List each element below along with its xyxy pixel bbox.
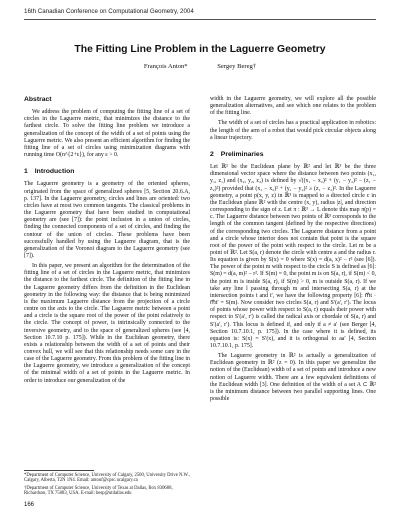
section-title: Preliminaries (220, 150, 264, 158)
author-2: Sergey Bereg† (217, 63, 257, 70)
introduction-heading (24, 168, 190, 175)
section-number: 2 (210, 150, 214, 158)
paper-title: The Fitting Line Problem in the Laguerre Geometry (74, 44, 326, 55)
abstract-heading: Abstract (24, 96, 52, 103)
footnote-rule (24, 470, 94, 471)
intro-continuation: width in the Laguerre geometry, we will explore all the possible generalization alternatives, and see which one relates to the problem of the fitting line. (210, 96, 376, 117)
intro-paragraph-3: The width of a set of circles has a practical application in robotics: the length of the arm of a robot that would pick circular objects along a linear trajectory. (210, 120, 376, 141)
preliminaries-heading (210, 151, 376, 158)
abstract-text: We address the problem of computing the fitting line of a set of circles in the Laguerre metric, that minimizes the distance to the farthest circle. To solve the fitting line problem we introduce a generalization of the concept of the width of a set of points using the Laguerre metric. We also present an efficient algorithm for finding the fitting line of a set of circles using minimization diagrams with running time O(n^{2+ε}), for any ε > 0. (24, 109, 190, 159)
preliminaries-paragraph-1: Let ℝ² be the Euclidean plane by ℝ² and let ℝ³ be the three dimensional vector space where the distance between two points (x₁, y₁, z₁) and (x₂, y₂, z₂) is defined by √((x₁ − x₂)² + (y₁ − y₂)² − (z₁ − z₂)²) provided that (x₁ − x₂)² + (y₁ − y₂)² ≥ (z₁ − z₂)². In the Laguerre geometry, a point p(x, y, z) in ℝ³ is mapped to a directed circle c in the Euclidean plane ℝ² with the centre (x, y), radius |z|, and direction corresponding to the sign of z. Let π : ℝ³ → L denote this map π(p) = c. The Laguerre distance between two points of ℝ³ corresponds to the length of the common tangent (defined by the respective directions) of the corresponding two circles. The Laguerre distance from a point and a circle whose interior does not contain that point is the square root of the power of the point with respect to the circle. Let m be a point of ℝ². Let S(a, r) denote the circle with centre a and the radius r. Its equation is given by S(x) = 0 where S(x) = d(a, x)² − r² (see [6]). The power of the point m with respect to the circle S is defined as [6]: S(m) = d(a, m)² − r². If S(m) = 0, the point m is on S(a, r), if S(m) < 0, the point m is inside S(a, r), if S(m) > 0, m is outside S(a, r). If we take any line l passing through m and intersecting S(a, r) at the intersection points t and t′, we have the following property [6]: m⃗t · m⃗t′ = S(m). Now consider two circles S(a, r) and S′(a′, r′). The locus of points whose power with respect to S(a, r) equals their power with respect to S′(a′, r′) is called the radical axis or chordale of S(a, r) and S′(a′, r′). This locus is defined if, and only if a ≠ a′ (see Berger [4, Section 10.7.10.1, p. 175]). In the case where it is defined, its equation is: S(x) = S′(x), and it is orthogonal to aa′ [4, Section 10.7.10.1, p. 175]. (210, 164, 376, 349)
preliminaries-paragraph-2: The Laguerre geometry in ℝ² is actually a generalization of Euclidean geometry in ℝ² (z = 0). In this paper we generalize the notion of the (Euclidean) width of a set of points and introduce a new notion of Laguerre width. There are a few equivalent definitions of the Euclidean width [3]. One definition of the width of a set A ⊂ ℝ² is the minimum distance between two parallel supporting lines. One possible (210, 353, 376, 403)
footnote-1: *Department of Computer Science, University of Calgary, 2500, University Drive N.W., Calgary, Alberta, T2N 1N4. Email: antonf@cpsc.ucalgary.ca (24, 472, 190, 484)
right-column (210, 96, 376, 406)
header-rule (24, 19, 376, 20)
section-title: Introduction (34, 168, 75, 176)
left-column (24, 96, 190, 388)
footnotes (24, 470, 190, 499)
intro-paragraph-1: The Laguerre geometry is a geometry of the oriented spheres, originated from the space of generalized spheres [5, Section 20.6.A, p. 137]. In the Laguerre geometry, circles and lines are oriented: two circles have at most two common tangents. The classical problems in the Laguerre geometry that have been studied in computational geometry are (see [7]): the point inclusion in a union of circles, finding the connected components of a set of circles, and finding the contour of the union of circles. These problems have been successfully handled by using the Laguerre diagram, that is the generalization of the Voronoi diagram to the Laguerre geometry (see [7]). (24, 181, 190, 259)
author-list (0, 63, 400, 70)
page-number: 166 (24, 502, 35, 508)
author-1: François Anton* (143, 63, 188, 70)
footnote-2: †Department of Computer Science, University of Texas at Dallas, Box 830688, Richardson, TX 75083, USA. E-mail: besp@utdallas.edu (24, 485, 173, 497)
conference-header: 16th Canadian Conference on Computational Geometry, 2004 (24, 8, 194, 15)
intro-paragraph-2: In this paper, we present an algorithm for the determination of the fitting line of a set of circles in the Laguerre metric, that minimizes the distance to the farthest circle. The definition of the fitting line in the Laguerre geometry differs from the definition in the Euclidean geometry in the following way: the distance that is being minimized is the maximum Laguerre distance from the projection of a circle centre on the axis to the circle. The Laguerre metric between a point and a circle is the square root of the power of the point relatively to the circle. The concept of power, is intrinsically connected to the inversive geometry, and to the space of generalized spheres (see [4, Section 10.7.10 p. 175]). While in the Euclidean geometry, there exists a relationship between the width of a set of points and their convex hull, we will see that this relationship needs some care in the case of the Laguerre geometry. From this problem of the fitting line in the Laguerre geometry, we introduce a generalization of the concept of the minimal width of a set of points in the Laguerre metric. In order to introduce our generalization of the (24, 263, 190, 384)
section-number: 1 (24, 168, 28, 176)
